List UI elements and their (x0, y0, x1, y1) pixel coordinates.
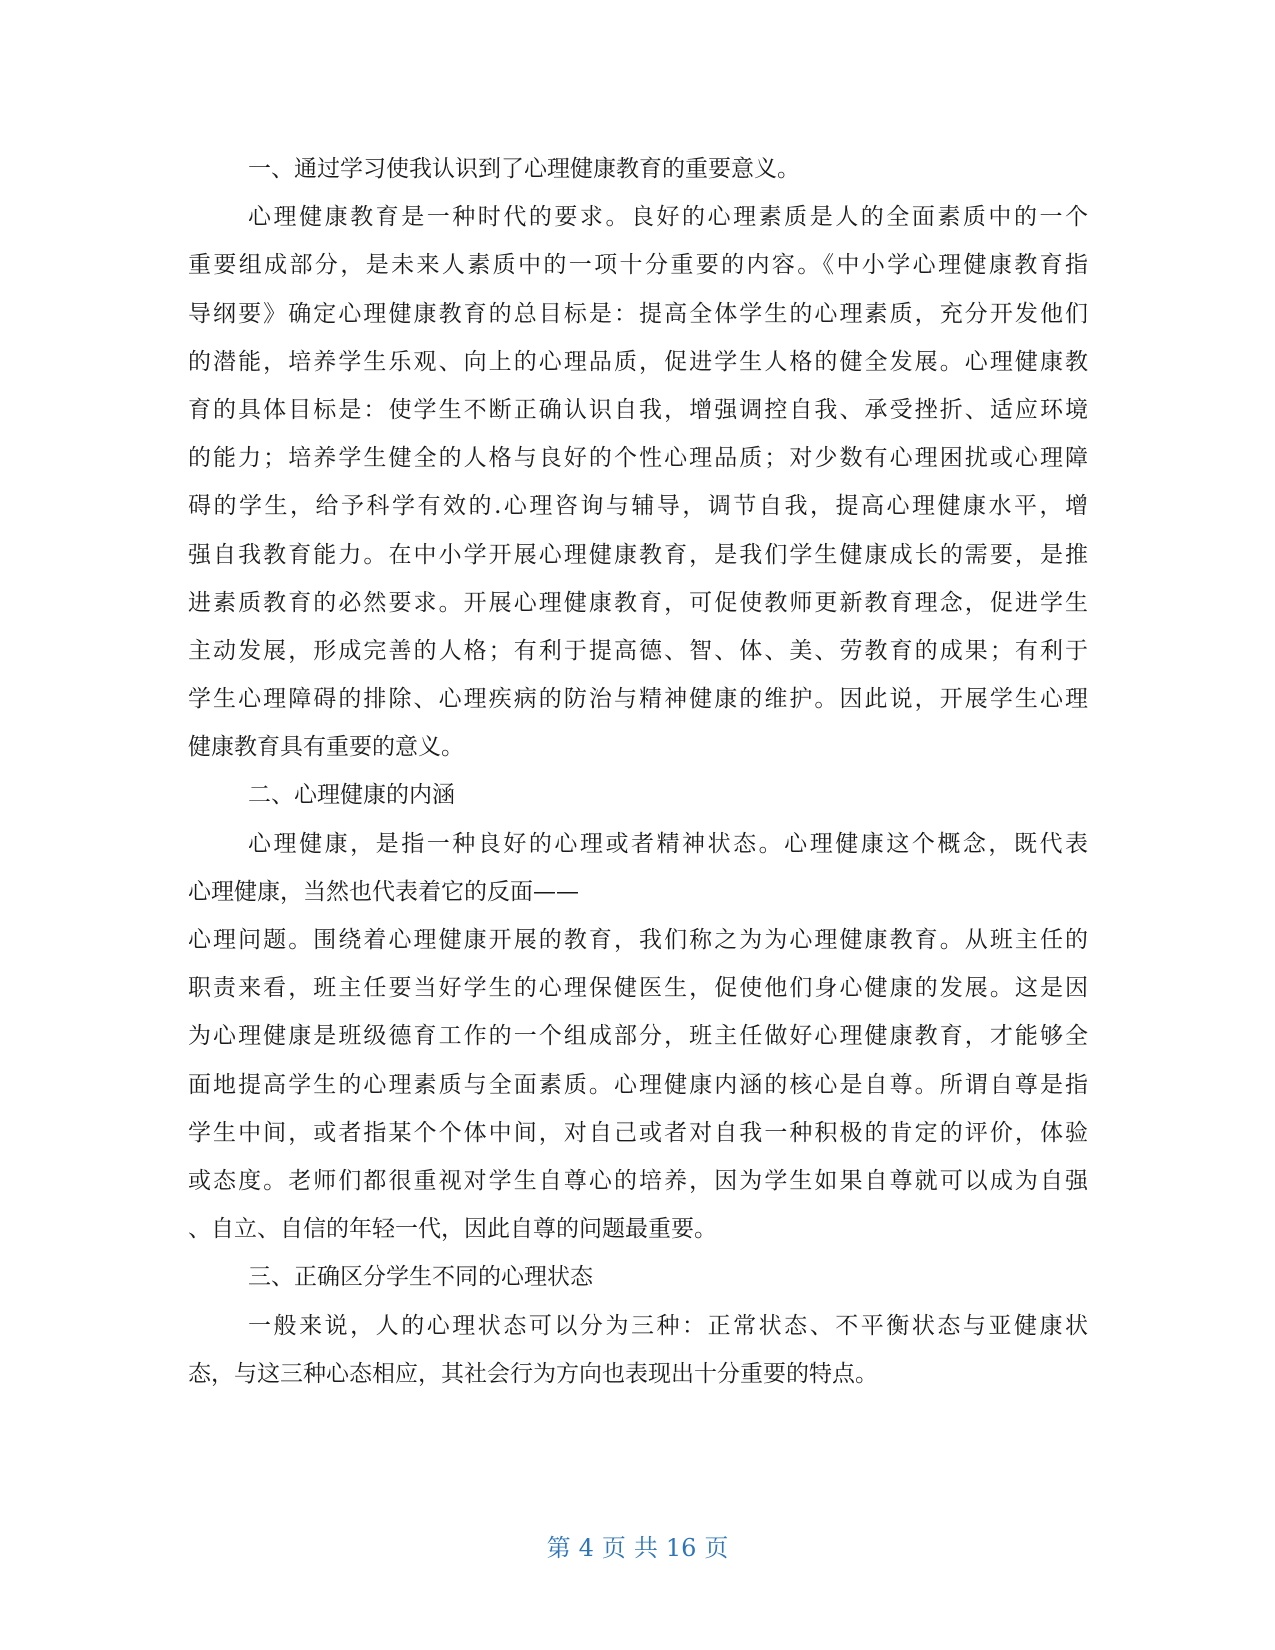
paragraph-line: 面地提高学生的心理素质与全面素质。心理健康内涵的核心是自尊。所谓自尊是指 (188, 1071, 1088, 1098)
paragraph-line: 的潜能，培养学生乐观、向上的心理品质，促进学生人格的健全发展。心理健康教 (188, 348, 1088, 375)
current-page-number: 4 (578, 1534, 594, 1562)
paragraph-line: 主动发展，形成完善的人格；有利于提高德、智、体、美、劳教育的成果；有利于 (188, 637, 1088, 664)
paragraph-line: 心理健康，当然也代表着它的反面—— (188, 878, 579, 905)
paragraph-line: 职责来看，班主任要当好学生的心理保健医生，促使他们身心健康的发展。这是因 (188, 975, 1088, 1002)
paragraph-line: 进素质教育的必然要求。开展心理健康教育，可促使教师更新教育理念，促进学生 (188, 589, 1088, 616)
paragraph-line: 的能力；培养学生健全的人格与良好的个性心理品质；对少数有心理困扰或心理障 (188, 445, 1088, 472)
paragraph-line: 强自我教育能力。在中小学开展心理健康教育，是我们学生健康成长的需要，是推 (188, 541, 1088, 568)
paragraph-line: 学生心理障碍的排除、心理疾病的防治与精神健康的维护。因此说，开展学生心理 (188, 686, 1088, 713)
paragraph-line: 态，与这三种心态相应，其社会行为方向也表现出十分重要的特点。 (188, 1360, 878, 1387)
paragraph-line: 心理健康，是指一种良好的心理或者精神状态。心理健康这个概念，既代表 (248, 830, 1088, 857)
paragraph-line: 学生中间，或者指某个个体中间，对自己或者对自我一种积极的肯定的评价，体验 (188, 1119, 1088, 1146)
section-heading-2: 二、心理健康的内涵 (248, 782, 455, 809)
paragraph-line: 心理问题。围绕着心理健康开展的教育，我们称之为为心理健康教育。从班主任的 (188, 927, 1088, 953)
paragraph-line: 健康教育具有重要的意义。 (188, 734, 464, 761)
paragraph-line: 重要组成部分，是未来人素质中的一项十分重要的内容。《中小学心理健康教育指 (188, 252, 1088, 279)
paragraph-line: 、自立、自信的年轻一代，因此自尊的问题最重要。 (188, 1216, 717, 1243)
paragraph-line: 为心理健康是班级德育工作的一个组成部分，班主任做好心理健康教育，才能够全 (188, 1023, 1088, 1050)
footer-middle: 共 (633, 1534, 658, 1562)
page-footer (0, 1528, 1275, 1563)
document-body (188, 145, 1088, 1398)
paragraph-line: 导纲要》确定心理健康教育的总目标是：提高全体学生的心理素质，充分开发他们 (188, 300, 1088, 327)
footer-prefix: 第 (546, 1534, 571, 1562)
paragraph-line: 碍的学生，给予科学有效的.心理咨询与辅导，调节自我，提高心理健康水平，增 (188, 493, 1088, 520)
paragraph-line: 育的具体目标是：使学生不断正确认识自我，增强调控自我、承受挫折、适应环境 (188, 396, 1088, 423)
total-pages-number: 16 (665, 1534, 697, 1562)
section-heading-3: 三、正确区分学生不同的心理状态 (248, 1264, 593, 1291)
footer-suffix: 页 (704, 1534, 729, 1562)
paragraph-line: 一般来说，人的心理状态可以分为三种：正常状态、不平衡状态与亚健康状 (248, 1312, 1088, 1339)
paragraph-line: 或态度。老师们都很重视对学生自尊心的培养，因为学生如果自尊就可以成为自强 (188, 1167, 1088, 1194)
footer-page-unit: 页 (601, 1534, 626, 1562)
section-heading-1: 一、通过学习使我认识到了心理健康教育的重要意义。 (248, 156, 800, 182)
paragraph-line: 心理健康教育是一种时代的要求。良好的心理素质是人的全面素质中的一个 (248, 204, 1088, 231)
